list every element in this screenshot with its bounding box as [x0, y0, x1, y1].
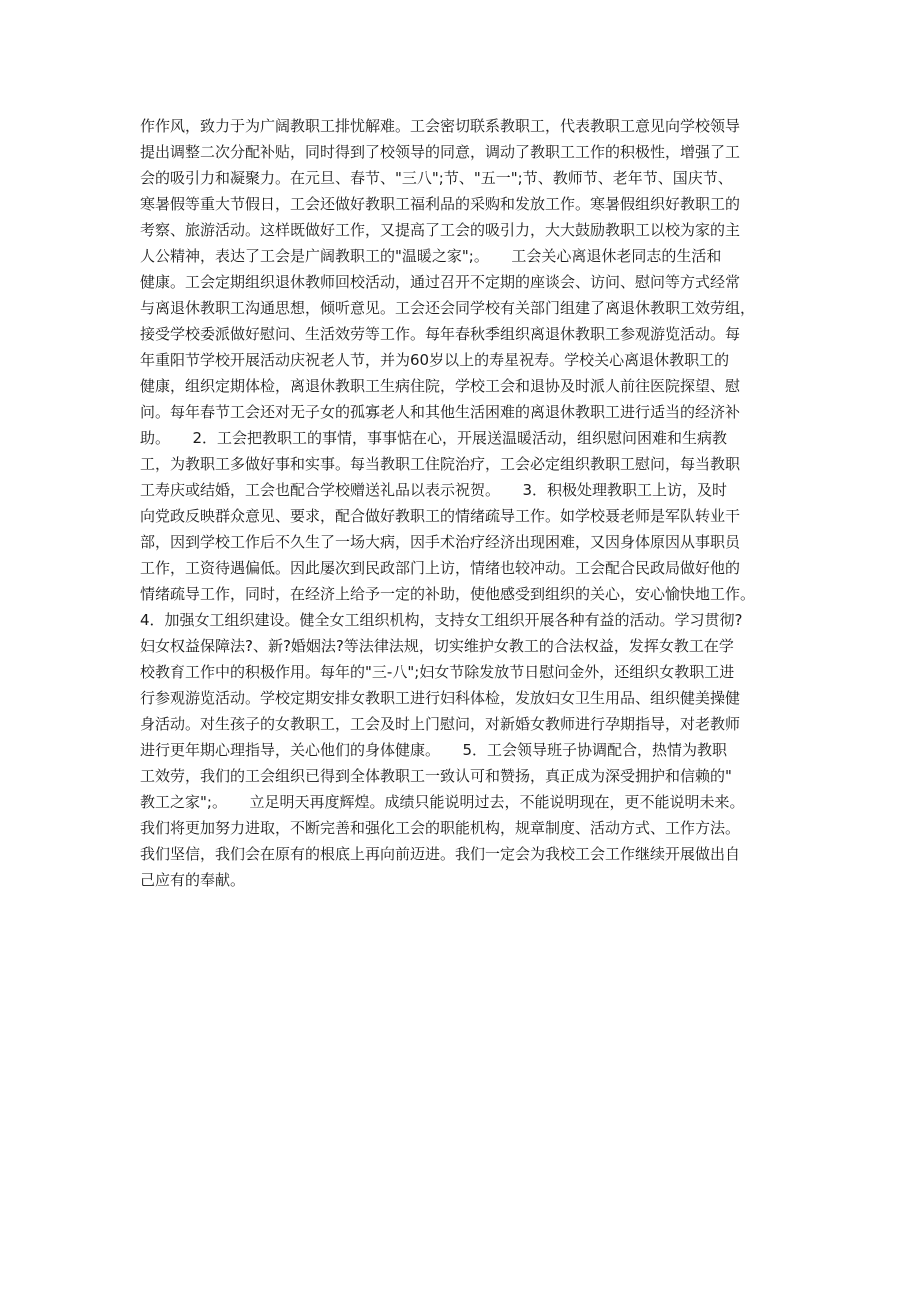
text-line: 部，因到学校工作后不久生了一场大病，因手术治疗经济出现困难，又因身体原因从事职员 — [140, 533, 741, 551]
text-line: 工，为教职工多做好事和实事。每当教职工住院治疗，工会必定组织教职工慰问，每当教职 — [140, 455, 741, 473]
text-line: 作作风，致力于为广阔教职工排忧解难。工会密切联系教职工，代表教职工意见向学校领导 — [140, 117, 741, 135]
text-line: 与离退休教职工沟通思想，倾听意见。工会还会同学校有关部门组建了离退休教职工效劳组， — [140, 299, 756, 317]
text-line: 工寿庆或结婚，工会也配合学校赠送礼品以表示祝贺。 3．积极处理教职工上访，及时 — [140, 481, 728, 499]
text-line: 校教育工作中的积极作用。每年的"三-八";妇女节除发放节日慰问金外，还组织女教职工进 — [140, 663, 735, 681]
text-line: 身活动。对生孩子的女教职工，工会及时上门慰问，对新婚女教师进行孕期指导，对老教师 — [140, 715, 741, 733]
text-line: 接受学校委派做好慰问、生活效劳等工作。每年春秋季组织离退休教职工参观游览活动。每 — [140, 325, 741, 343]
text-line: 问。每年春节工会还对无子女的孤寡老人和其他生活困难的离退休教职工进行适当的经济补 — [140, 403, 741, 421]
text-line: 考察、旅游活动。这样既做好工作，又提高了工会的吸引力，大大鼓励教职工以校为家的主 — [140, 221, 741, 239]
text-line: 进行更年期心理指导，关心他们的身体健康。 5．工会领导班子协调配合，热情为教职 — [140, 741, 728, 759]
text-line: 健康。工会定期组织退休教师回校活动，通过召开不定期的座谈会、访问、慰问等方式经常 — [140, 273, 741, 291]
text-line: 己应有的奉献。 — [140, 871, 246, 889]
text-line: 我们坚信，我们会在原有的根底上再向前迈进。我们一定会为我校工会工作继续开展做出自 — [140, 845, 741, 863]
text-line: 提出调整二次分配补贴，同时得到了校领导的同意，调动了教职工工作的积极性，增强了工 — [140, 143, 741, 161]
text-line: 会的吸引力和凝聚力。在元旦、春节、"三八";节、"五一";节、教师节、老年节、国庆节、 — [140, 169, 733, 187]
text-line: 人公精神，表达了工会是广阔教职工的"温暖之家";。 工会关心离退休老同志的生活和 — [140, 247, 722, 265]
text-line: 工效劳，我们的工会组织已得到全体教职工一致认可和赞扬，真正成为深受拥护和信赖的" — [140, 767, 732, 785]
text-line: 健康，组织定期体检，离退休教职工生病住院，学校工会和退协及时派人前往医院探望、慰 — [140, 377, 741, 395]
text-line: 情绪疏导工作，同时，在经济上给予一定的补助，使他感受到组织的关心，安心愉快地工作。 — [140, 585, 756, 603]
text-line: 工作，工资待遇偏低。因此屡次到民政部门上访，情绪也较冲动。工会配合民政局做好他的 — [140, 559, 741, 577]
text-line: 助。 2．工会把教职工的事情，事事惦在心，开展送温暖活动，组织慰问困难和生病教 — [140, 429, 728, 447]
text-line: 我们将更加努力进取，不断完善和强化工会的职能机构，规章制度、活动方式、工作方法。 — [140, 819, 741, 837]
text-line: 寒暑假等重大节假日，工会还做好教职工福利品的采购和发放工作。寒暑假组织好教职工的 — [140, 195, 741, 213]
text-line: 妇女权益保障法?、新?婚姻法?等法律法规，切实维护女教工的合法权益，发挥女教工在学 — [140, 637, 734, 655]
text-line: 4．加强女工组织建设。健全女工组织机构，支持女工组织开展各种有益的活动。学习贯彻? — [140, 611, 743, 629]
body-text — [140, 113, 800, 893]
text-line: 向党政反映群众意见、要求，配合做好教职工的情绪疏导工作。如学校聂老师是军队转业干 — [140, 507, 741, 525]
text-line: 教工之家";。 立足明天再度辉煌。成绩只能说明过去，不能说明现在，更不能说明未来。 — [140, 793, 745, 811]
text-line: 年重阳节学校开展活动庆祝老人节，并为60岁以上的寿星祝寿。学校关心离退休教职工的 — [140, 351, 730, 369]
text-line: 行参观游览活动。学校定期安排女教职工进行妇科体检，发放妇女卫生用品、组织健美操健 — [140, 689, 741, 707]
